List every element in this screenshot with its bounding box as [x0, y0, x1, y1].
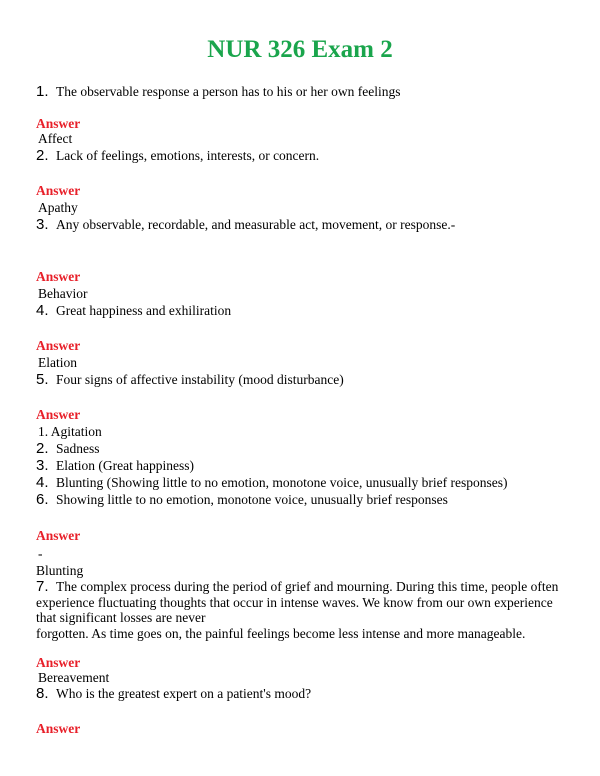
answer-list-item: 3. Elation (Great happiness) — [36, 457, 194, 474]
answer-text: Bereavement — [38, 670, 110, 685]
answer-text: Blunting — [36, 563, 84, 578]
question-number: 8. — [36, 685, 49, 702]
answer-label: Answer — [36, 116, 81, 131]
question-text: The complex process during the period of grief and mourning. During this time, people often experience fluctuating thoughts that occur in intense waves. We know from our own experience that significant losses are never — [36, 579, 559, 625]
answer-label: Answer — [36, 183, 81, 198]
question-7-continued: forgotten. As time goes on, the painful feelings become less intense and more manageable. — [36, 626, 526, 641]
question-3 — [36, 217, 455, 233]
question-text: Who is the greatest expert on a patient's mood? — [56, 686, 312, 701]
answer-label: Answer — [36, 338, 81, 353]
question-number: 4. — [36, 302, 49, 319]
answer-list-item: 6. Showing little to no emotion, monotone voice, unusually brief responses — [36, 491, 448, 508]
question-1 — [36, 84, 401, 100]
question-text: Any observable, recordable, and measurable act, movement, or response.- — [56, 217, 456, 232]
answer-label: Answer — [36, 655, 81, 670]
answer-label: Answer — [36, 721, 81, 736]
answer-text: Affect — [38, 131, 73, 146]
question-number: 7. — [36, 578, 49, 595]
answer-dash: - — [38, 546, 43, 561]
question-8 — [36, 686, 311, 702]
answer-text: Apathy — [38, 200, 78, 215]
answer-label: Answer — [36, 269, 81, 284]
question-number: 2. — [36, 147, 49, 164]
question-text: The observable response a person has to his or her own feelings — [56, 84, 401, 99]
question-number: 1. — [36, 83, 49, 100]
question-4 — [36, 303, 231, 319]
answer-text: Elation — [38, 355, 77, 370]
question-text: Lack of feelings, emotions, interests, or concern. — [56, 148, 320, 163]
question-5 — [36, 372, 344, 388]
page-title: NUR 326 Exam 2 — [207, 36, 393, 63]
question-text: Four signs of affective instability (mood disturbance) — [56, 372, 344, 387]
answer-text: Behavior — [38, 286, 88, 301]
answer-list-item: 2. Sadness — [36, 440, 100, 457]
question-number: 5. — [36, 371, 49, 388]
answer-label: Answer — [36, 528, 81, 543]
question-2 — [36, 148, 319, 164]
answer-label: Answer — [36, 407, 81, 422]
question-text: Great happiness and exhiliration — [56, 303, 232, 318]
question-7 — [36, 579, 566, 626]
answer-list-item: 4. Blunting (Showing little to no emotion, monotone voice, unusually brief responses) — [36, 474, 508, 491]
question-number: 3. — [36, 216, 49, 233]
answer-list-item: 1. Agitation — [38, 424, 102, 439]
